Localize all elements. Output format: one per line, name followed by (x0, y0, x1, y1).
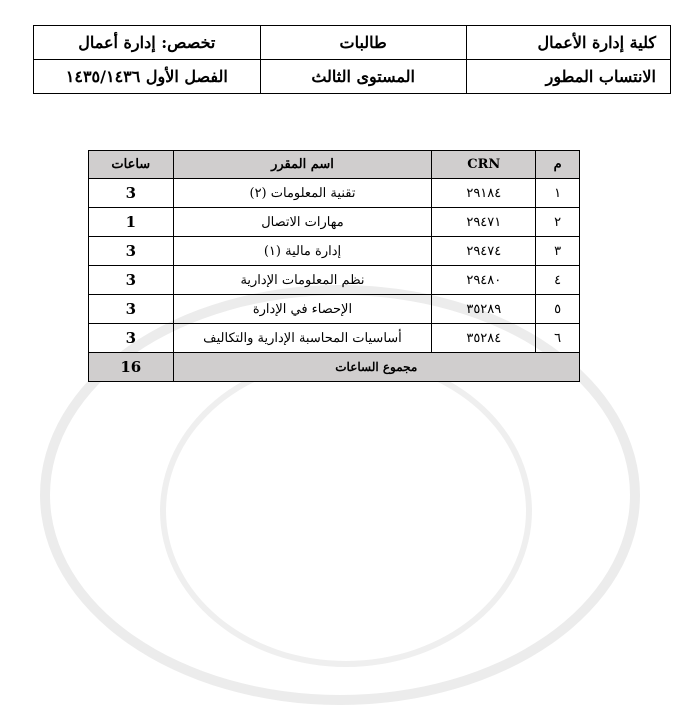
table-row (89, 266, 580, 295)
total-hours-value: 16 (89, 353, 174, 382)
course-number: ٦ (536, 324, 580, 353)
total-hours-label: مجموع الساعات (173, 353, 579, 382)
course-crn: ٢٩٤٨٠ (432, 266, 536, 295)
column-header-hours: ساعات (89, 151, 174, 179)
course-name: مهارات الاتصال (173, 208, 432, 237)
course-hours: 3 (89, 324, 174, 353)
course-hours: 3 (89, 179, 174, 208)
course-crn: ٣٥٢٨٤ (432, 324, 536, 353)
courses-header-row (89, 151, 580, 179)
college-name: كلية إدارة الأعمال (466, 26, 670, 60)
course-name: الإحصاء في الإدارة (173, 295, 432, 324)
course-name: نظم المعلومات الإدارية (173, 266, 432, 295)
course-crn: ٢٩٤٧١ (432, 208, 536, 237)
table-row (89, 208, 580, 237)
course-hours: 3 (89, 295, 174, 324)
column-header-crn: CRN (432, 151, 536, 179)
course-number: ٢ (536, 208, 580, 237)
program-type: الانتساب المطور (466, 60, 670, 94)
course-number: ٥ (536, 295, 580, 324)
table-row (89, 237, 580, 266)
column-header-course-name: اسم المقرر (173, 151, 432, 179)
course-crn: ٣٥٢٨٩ (432, 295, 536, 324)
course-crn: ٢٩١٨٤ (432, 179, 536, 208)
table-row (89, 324, 580, 353)
table-row (89, 295, 580, 324)
header-row-2 (34, 60, 671, 94)
specialization: تخصص: إدارة أعمال (34, 26, 261, 60)
course-number: ٣ (536, 237, 580, 266)
course-hours: 1 (89, 208, 174, 237)
course-name: إدارة مالية (١) (173, 237, 432, 266)
header-row-1 (34, 26, 671, 60)
semester: الفصل الأول ١٤٣٥/١٤٣٦ (34, 60, 261, 94)
courses-table (88, 150, 580, 382)
total-row (89, 353, 580, 382)
course-crn: ٢٩٤٧٤ (432, 237, 536, 266)
course-hours: 3 (89, 237, 174, 266)
course-name: تقنية المعلومات (٢) (173, 179, 432, 208)
course-hours: 3 (89, 266, 174, 295)
program-header-table (33, 25, 671, 94)
course-name: أساسيات المحاسبة الإدارية والتكاليف (173, 324, 432, 353)
column-header-no: م (536, 151, 580, 179)
study-level: المستوى الثالث (260, 60, 466, 94)
table-row (89, 179, 580, 208)
course-number: ١ (536, 179, 580, 208)
course-number: ٤ (536, 266, 580, 295)
student-category: طالبات (260, 26, 466, 60)
